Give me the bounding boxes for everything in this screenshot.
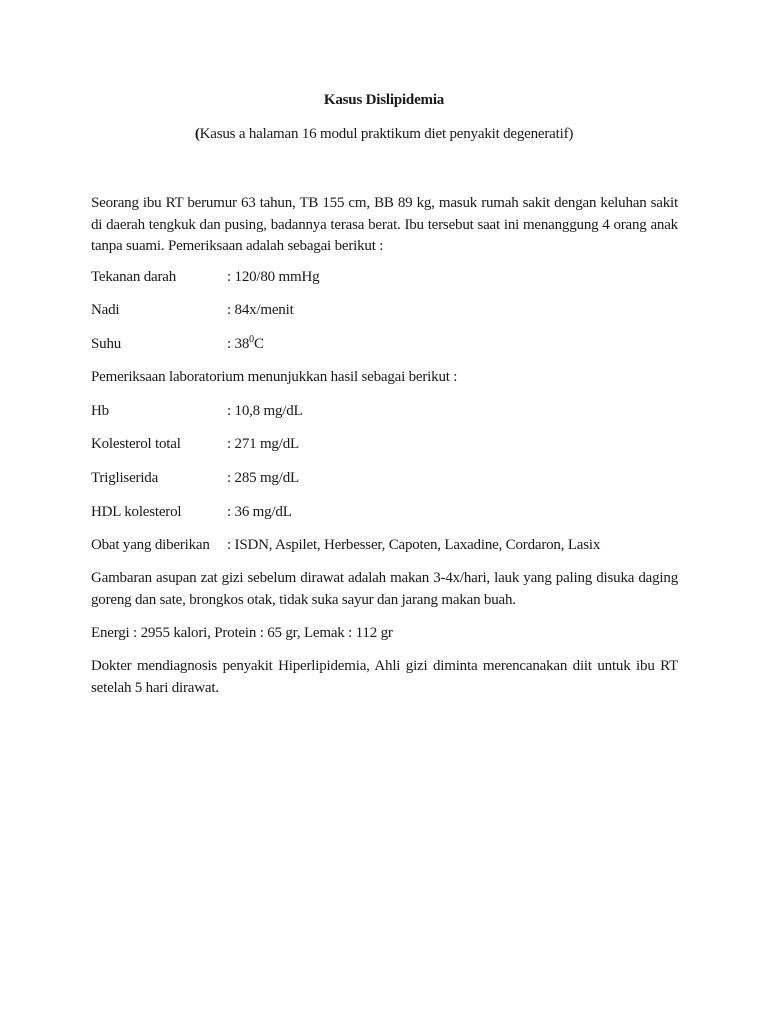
intro-paragraph: Seorang ibu RT berumur 63 tahun, TB 155 cm, BB 89 kg, masuk rumah sakit dengan keluhan sakit di daerah tengkuk dan pusing, badannya terasa berat. Ibu tersebut saat ini menanggung 4 orang anak tanpa suami. Pemeriksaan adalah sebagai berikut :	[91, 195, 678, 254]
lab-row-hb	[91, 401, 691, 421]
subtitle-open-paren: (	[194, 126, 200, 142]
vital-label: Nadi	[91, 302, 120, 318]
vital-row-nadi	[91, 300, 691, 320]
lab-value: : 10,8 mg/dL	[227, 403, 303, 419]
vital-label: Suhu	[91, 336, 122, 352]
vital-row-tekanan-darah	[91, 267, 691, 287]
lab-label: Hb	[91, 403, 109, 419]
diagnosis-paragraph: Dokter mendiagnosis penyakit Hiperlipidemia, Ahli gizi diminta merencanakan diit untuk ibu RT setelah 5 hari dirawat.	[91, 658, 678, 696]
suhu-value-suffix: C	[253, 336, 264, 352]
lab-row-hdl-kolesterol	[91, 502, 691, 522]
lab-label: Trigliserida	[91, 470, 159, 486]
vital-row-suhu	[91, 334, 691, 354]
document-subtitle	[0, 126, 768, 143]
document-title: Kasus Dislipidemia	[323, 92, 445, 108]
lab-row-trigliserida	[91, 468, 691, 488]
energi-line: Energi : 2955 kalori, Protein : 65 gr, Lemak : 112 gr	[91, 625, 393, 641]
lab-label: HDL kolesterol	[91, 504, 182, 520]
lab-intro: Pemeriksaan laboratorium menunjukkan hasil sebagai berikut :	[91, 369, 458, 385]
lab-row-obat	[91, 535, 691, 555]
lab-label: Obat yang diberikan	[91, 537, 210, 553]
lab-value: : ISDN, Aspilet, Herbesser, Capoten, Laxadine, Cordaron, Lasix	[227, 537, 601, 553]
suhu-value-prefix: : 38	[227, 336, 250, 352]
lab-label: Kolesterol total	[91, 436, 181, 452]
lab-value: : 285 mg/dL	[227, 470, 299, 486]
subtitle-text: Kasus a halaman 16 modul praktikum diet penyakit degeneratif)	[199, 126, 574, 142]
lab-row-kolesterol-total	[91, 434, 691, 454]
suhu-superscript: 0	[249, 334, 254, 345]
vital-value	[227, 336, 264, 352]
lab-value: : 271 mg/dL	[227, 436, 299, 452]
asupan-paragraph: Gambaran asupan zat gizi sebelum dirawat adalah makan 3-4x/hari, lauk yang paling disuka daging goreng dan sate, brongkos otak, tidak suka sayur dan jarang makan buah.	[91, 570, 678, 608]
vital-label: Tekanan darah	[91, 269, 177, 285]
vital-value: : 84x/menit	[227, 302, 294, 318]
lab-value: : 36 mg/dL	[227, 504, 292, 520]
vital-value: : 120/80 mmHg	[227, 269, 320, 285]
